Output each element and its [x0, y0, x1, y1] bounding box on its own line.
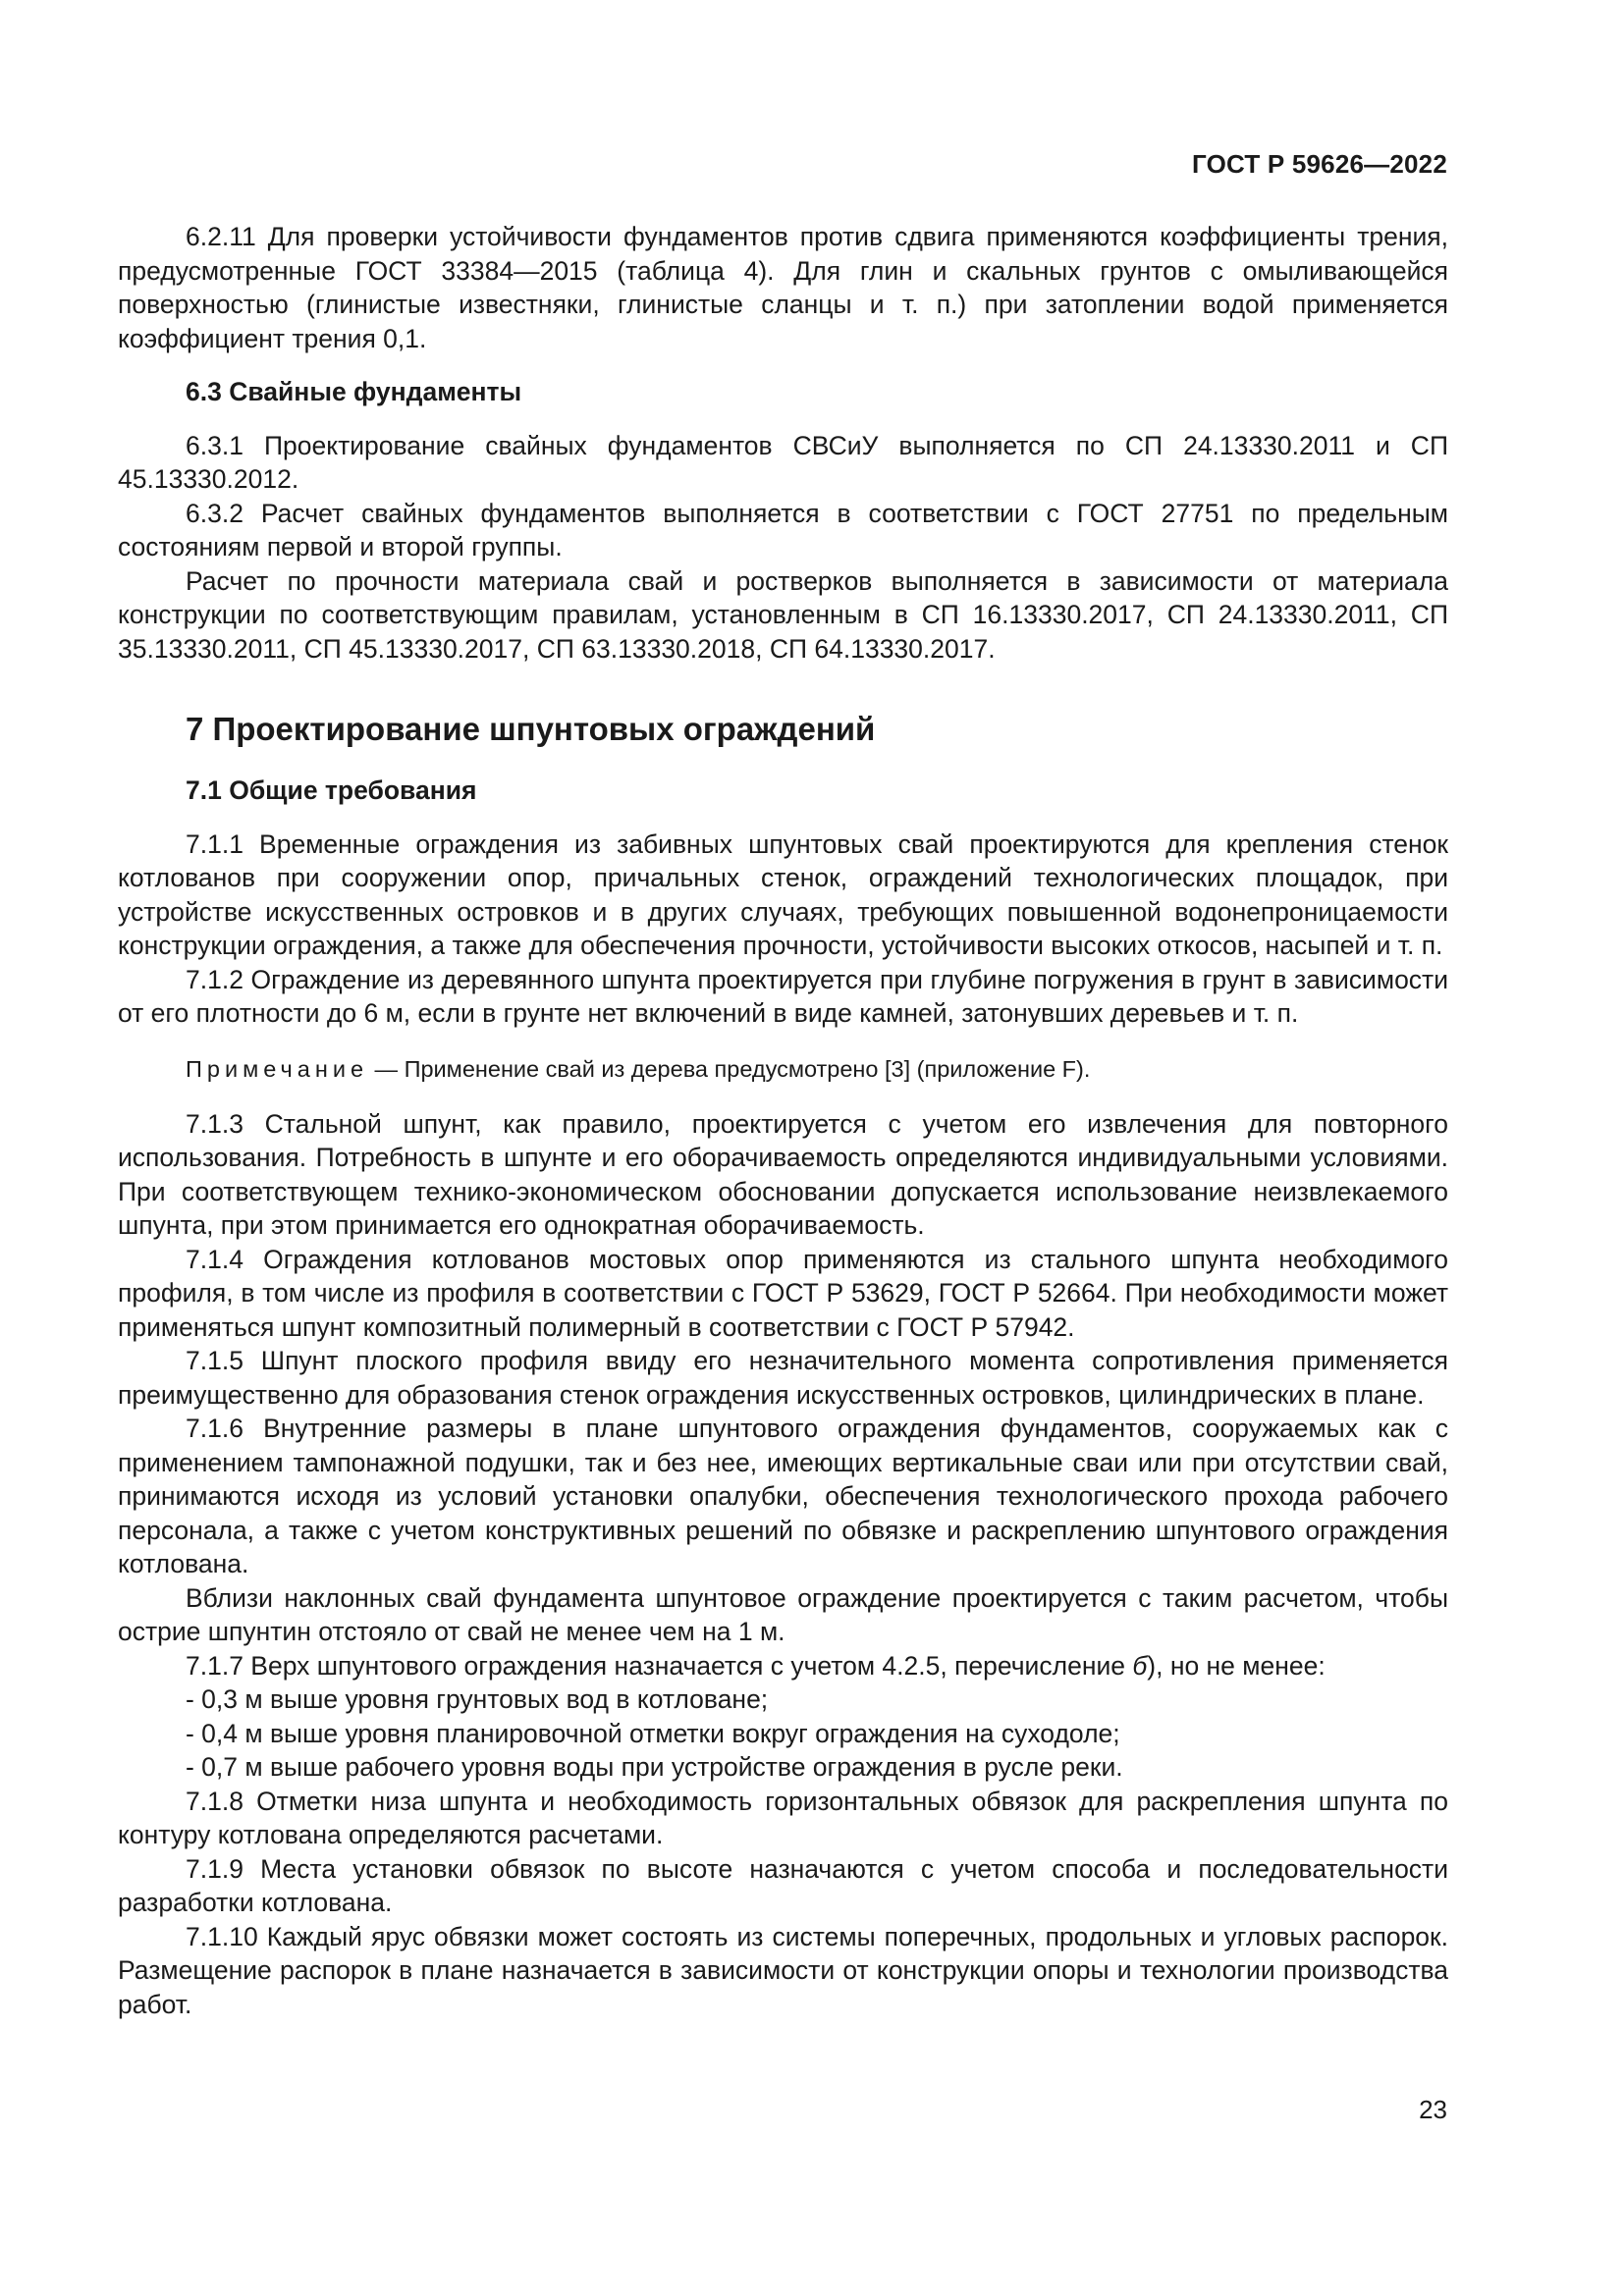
paragraph-7-1-8: 7.1.8 Отметки низа шпунта и необходимость горизонтальных обвязок для раскрепления шпунта по контуру котлована определяются расчетами.: [118, 1786, 1448, 1849]
heading-7-1: 7.1 Общие требования: [186, 775, 477, 805]
paragraph-7-1-10: 7.1.10 Каждый ярус обвязки может состоять из системы поперечных, продольных и угловых распорок. Размещение распорок в плане назначается в зависимости от конструкции опоры и технологии производства работ.: [118, 1921, 1448, 2019]
paragraph-6-3-2-continued: Расчет по прочности материала свай и ростверков выполняется в зависимости от материала конструкции по соответствующим правилам, установленным в СП 16.13330.2017, СП 24.13330.2011, СП 35.13330.2011, СП 45.13330.2017, СП 63.13330.2018, СП 64.13330.2017.: [118, 565, 1448, 664]
paragraph-7-1-7: [118, 1649, 1448, 1683]
paragraph-6-3-2: 6.3.2 Расчет свайных фундаментов выполняется в соответствии с ГОСТ 27751 по предельным состояниям первой и второй группы.: [118, 498, 1448, 561]
page-body: [118, 220, 1448, 2021]
paragraph-7-1-6: 7.1.6 Внутренние размеры в плане шпунтового ограждения фундаментов, сооружаемых как с применением тампонажной подушки, так и без нее, имеющих вертикальные сваи или при отсутствии свай, принимаются исходя из условий установки опалубки, обеспечения технологического прохода рабочего персонала, а также с учетом конструктивных решений по обвязке и раскреплению шпунтового ограждения котлована.: [118, 1414, 1448, 1578]
paragraph-7-1-2: 7.1.2 Ограждение из деревянного шпунта проектируется при глубине погружения в грунт в зависимости от его плотности до 6 м, если в грунте нет включений в виде камней, затонувших деревьев и т. п.: [118, 964, 1448, 1028]
list-item: - 0,7 м выше рабочего уровня воды при устройстве ограждения в русле реки.: [186, 1752, 1123, 1782]
paragraph-7-1-1: 7.1.1 Временные ограждения из забивных шпунтовых свай проектируются для крепления стенок котлованов при сооружении опор, причальных стенок, ограждений технологических площадок, при устройстве искусственных островков и в других случаях, требующих повышенной водонепроницаемости конструкции ограждения, а также для обеспечения прочности, устойчивости высоких откосов, насыпей и т. п.: [118, 828, 1448, 960]
page-number: 23: [1419, 2095, 1447, 2124]
note-label: Примечание: [186, 1055, 369, 1082]
list-item: - 0,4 м выше уровня планировочной отметки вокруг ограждения на суходоле;: [186, 1718, 1120, 1748]
note-text: — Применение свай из дерева предусмотрено [3] (приложение F).: [368, 1055, 1091, 1082]
paragraph-7-1-3: 7.1.3 Стальной шпунт, как правило, проектируется с учетом его извлечения для повторного использования. Потребность в шпунте и его оборачиваемость определяются индивидуальными условиями. При соответствующем технико-экономическом обосновании допускается использование неизвлекаемого шпунта, при этом принимается его однократная оборачиваемость.: [118, 1108, 1448, 1240]
paragraph-6-3-1: 6.3.1 Проектирование свайных фундаментов СВСиУ выполняется по СП 24.13330.2011 и СП 45.13330.2012.: [118, 430, 1448, 494]
list-item: - 0,3 м выше уровня грунтовых вод в котловане;: [186, 1684, 769, 1714]
paragraph-7-1-5: 7.1.5 Шпунт плоского профиля ввиду его незначительного момента сопротивления применяется преимущественно для образования стенок ограждения искусственных островков, цилиндрических в плане.: [118, 1346, 1448, 1410]
paragraph-7-1-9: 7.1.9 Места установки обвязок по высоте назначаются с учетом способа и последовательности разработки котлована.: [118, 1853, 1448, 1917]
document-id-header: ГОСТ Р 59626—2022: [1192, 149, 1447, 179]
paragraph-7-1-7-text: 7.1.7 Верх шпунтового ограждения назначается с учетом 4.2.5, перечисление: [186, 1650, 1133, 1681]
paragraph-6-2-11: 6.2.11 Для проверки устойчивости фундаментов против сдвига применяются коэффициенты трения, предусмотренные ГОСТ 33384—2015 (таблица 4). Для глин и скальных грунтов с омыливающейся поверхностью (глинистые известняки, глинистые сланцы и т. п.) при затоплении водой применяется коэффициент трения 0,1.: [118, 222, 1448, 353]
heading-section-7: 7 Проектирование шпунтовых ограждений: [186, 711, 876, 747]
paragraph-7-1-6-continued: Вблизи наклонных свай фундамента шпунтовое ограждение проектируется с таким расчетом, чтобы острие шпунтин отстояло от свай не менее чем на 1 м.: [118, 1582, 1448, 1646]
paragraph-7-1-7-tail: ), но не менее:: [1147, 1650, 1326, 1681]
note: [118, 1053, 1448, 1085]
enumeration-item: б: [1132, 1650, 1148, 1681]
paragraph-7-1-4: 7.1.4 Ограждения котлованов мостовых опор применяются из стального шпунта необходимого профиля, в том числе из профиля в соответствии с ГОСТ Р 53629, ГОСТ Р 52664. При необходимости может применяться шпунт композитный полимерный в соответствии с ГОСТ Р 57942.: [118, 1244, 1448, 1342]
heading-6-3: 6.3 Свайные фундаменты: [186, 377, 522, 406]
